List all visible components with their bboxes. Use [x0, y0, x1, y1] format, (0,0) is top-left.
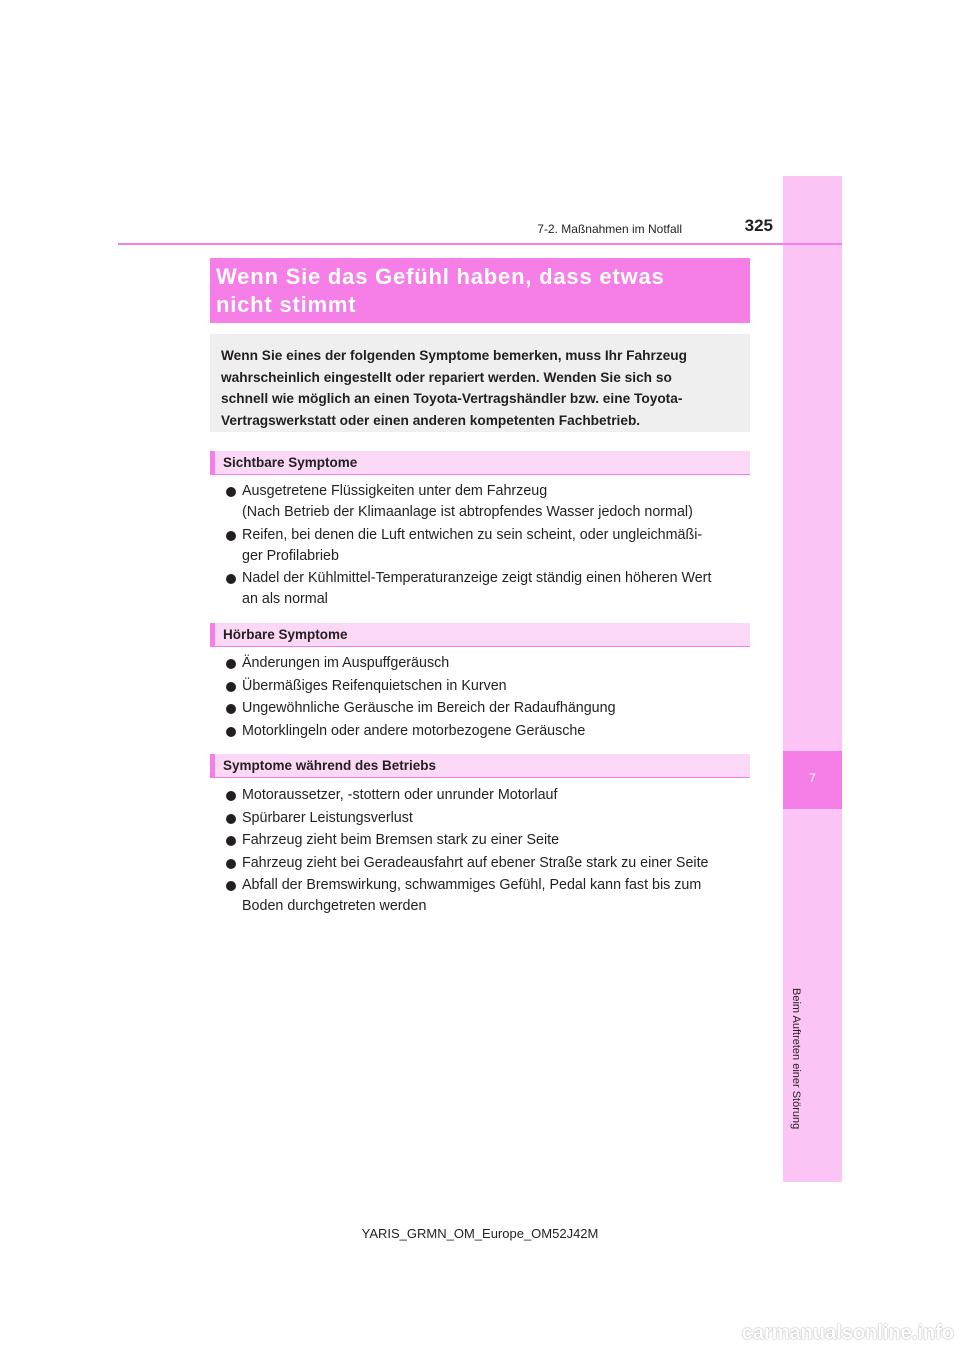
- list-item: [226, 698, 746, 719]
- chapter-number: 7: [809, 771, 816, 785]
- header-rule: [118, 243, 842, 245]
- watermark: carmanualsonline.info: [741, 1322, 954, 1344]
- bullet-icon: [226, 859, 236, 869]
- list-item: [226, 853, 746, 874]
- list-item-text: Reifen, bei denen die Luft entwichen zu sein scheint, oder ungleichmäßi- ger Profilabrieb: [242, 526, 703, 564]
- bullet-icon: [226, 659, 236, 669]
- section-heading-operation: [210, 754, 750, 778]
- list-item: [226, 568, 746, 610]
- page-title-box: [210, 258, 750, 323]
- list-item-text: Motorklingeln oder andere motorbezogene Geräusche: [242, 722, 586, 739]
- list-item-text: Änderungen im Auspuffgeräusch: [242, 655, 450, 671]
- intro-line: schnell wie möglich an einen Toyota-Vertragshändler bzw. eine Toyota-: [221, 391, 683, 406]
- bullet-list-operation: [226, 785, 746, 919]
- list-item: [226, 875, 746, 917]
- list-item: [226, 481, 746, 523]
- list-item-text: Motoraussetzer, -stottern oder unrunder Motorlauf: [242, 787, 558, 803]
- chapter-side-tab: [783, 176, 842, 1182]
- footer-document-code: YARIS_GRMN_OM_Europe_OM52J42M: [361, 1226, 599, 1241]
- section-heading-text: Sichtbare Symptome: [223, 455, 358, 470]
- list-item: [226, 721, 746, 742]
- bullet-icon: [226, 704, 236, 714]
- bullet-list-audible: [226, 653, 746, 743]
- section-heading-text: Hörbare Symptome: [223, 627, 348, 642]
- list-item: [226, 830, 746, 851]
- intro-line: Vertragswerkstatt oder einen anderen kompetenten Fachbetrieb.: [221, 412, 641, 428]
- list-item-text: Ausgetretene Flüssigkeiten unter dem Fahrzeug (Nach Betrieb der Klimaanlage ist abtropfendes Wasser jedoch normal): [242, 483, 693, 520]
- bullet-icon: [226, 682, 236, 692]
- page-number: 325: [744, 216, 773, 235]
- list-item: [226, 808, 746, 829]
- list-item: [226, 676, 746, 697]
- bullet-icon: [226, 881, 236, 891]
- intro-box: [210, 334, 750, 432]
- list-item-text: Spürbarer Leistungsverlust: [242, 809, 413, 826]
- intro-line: Wenn Sie eines der folgenden Symptome bemerken, muss Ihr Fahrzeug: [221, 348, 687, 363]
- list-item: [226, 653, 746, 674]
- bullet-icon: [226, 791, 236, 801]
- header-section-title: 7-2. Maßnahmen im Notfall: [537, 222, 682, 236]
- section-heading-text: Symptome während des Betriebs: [223, 758, 437, 773]
- chapter-label: Beim Auftreten einer Störung: [790, 988, 802, 1130]
- list-item-text: Fahrzeug zieht bei Geradeausfahrt auf ebener Straße stark zu einer Seite: [242, 854, 709, 871]
- bullet-icon: [226, 814, 236, 824]
- list-item-text: Nadel der Kühlmittel-Temperaturanzeige zeigt ständig einen höheren Wert an als normal: [242, 570, 712, 607]
- section-heading-audible: [210, 623, 750, 647]
- bullet-icon: [226, 487, 236, 497]
- bullet-icon: [226, 727, 236, 737]
- page-title-line: nicht stimmt: [216, 292, 357, 317]
- page-title-line: Wenn Sie das Gefühl haben, dass etwas: [216, 264, 665, 289]
- list-item-text: Abfall der Bremswirkung, schwammiges Gefühl, Pedal kann fast bis zum Boden durchgetreten werden: [242, 877, 702, 914]
- list-item-text: Übermäßiges Reifenquietschen in Kurven: [242, 677, 507, 694]
- section-heading-visible: [210, 451, 750, 475]
- list-item-text: Ungewöhnliche Geräusche im Bereich der Radaufhängung: [242, 700, 616, 716]
- list-item: [226, 785, 746, 806]
- bullet-list-visible: [226, 481, 746, 612]
- list-item-text: Fahrzeug zieht beim Bremsen stark zu einer Seite: [242, 832, 560, 848]
- list-item: [226, 525, 746, 567]
- bullet-icon: [226, 531, 236, 541]
- bullet-icon: [226, 574, 236, 584]
- bullet-icon: [226, 836, 236, 846]
- intro-line: wahrscheinlich eingestellt oder repariert werden. Wenden Sie sich so: [221, 369, 672, 385]
